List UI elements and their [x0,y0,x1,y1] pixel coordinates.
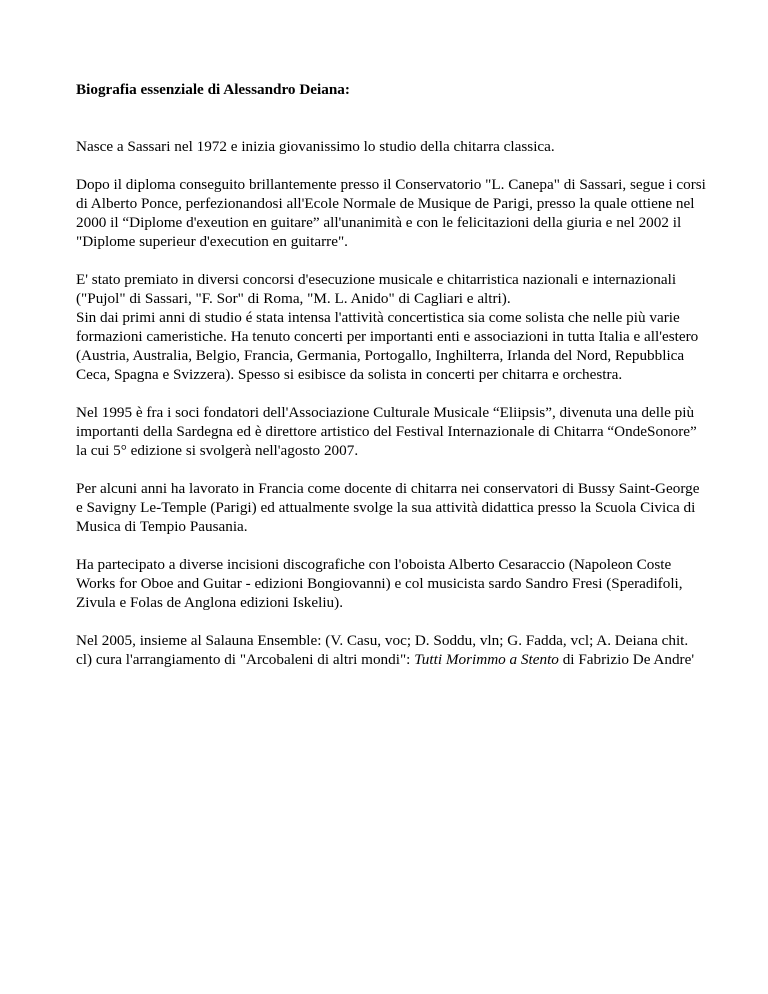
paragraph-ensemble [76,631,706,669]
paragraph-education: Dopo il diploma conseguito brillantemente presso il Conservatorio "L. Canepa" di Sassari, segue i corsi di Alberto Ponce, perfezionandosi all'Ecole Normale de Musique de Parigi, presso la quale ottiene nel 2000 il “Diplome d'exeution en guitare” all'unanimità e con le felicitazioni della giuria e nel 2002 il "Diplome superieur d'execution en guitarre". [76,176,706,250]
paragraph-association: Nel 1995 è fra i soci fondatori dell'Associazione Culturale Musicale “Eliipsis”, divenuta una delle più importanti della Sardegna ed è direttore artistico del Festival Internazionale di Chitarra “OndeSonore” la cui 5° edizione si svolgerà nell'agosto 2007. [76,404,697,459]
ensemble-text-end: di Fabrizio De Andre' [558,651,695,668]
song-title: Tutti Morimmo a Stento [414,651,559,668]
paragraph-teaching: Per alcuni anni ha lavorato in Francia come docente di chitarra nei conservatori di Bussy Saint-George e Savigny Le-Temple (Parigi) ed attualmente svolge la sua attività didattica presso la Scuola Civica di Musica di Tempio Pausania. [76,480,700,535]
paragraph-birth: Nasce a Sassari nel 1972 e inizia giovanissimo lo studio della chitarra classica. [76,138,555,155]
document-body [76,80,706,669]
document-title: Biografia essenziale di Alessandro Deiana: [76,81,350,98]
paragraph-concerts: Sin dai primi anni di studio é stata intensa l'attività concertistica sia come solista che nelle più varie formazioni cameristiche. Ha tenuto concerti per importanti enti e associazioni in tutta Italia e all'estero (Austria, Australia, Belgio, Francia, Germania, Portogallo, Inghilterra, Irlanda del Nord, Repubblica Ceca, Spagna e Svizzera). Spesso si esibisce da solista in concerti per chitarra e orchestra. [76,309,699,383]
paragraph-awards: E' stato premiato in diversi concorsi d'esecuzione musicale e chitarristica nazionali e internazionali ("Pujol" di Sassari, "F. Sor" di Roma, "M. L. Anido" di Cagliari e altri). [76,271,677,307]
ensemble-text-start: Nel 2005, insieme al Salauna Ensemble: (V. Casu, voc; D. Soddu, vln; G. Fadda, vcl; A. Deiana chit. cl) cura l'arrangiamento di "Arcobaleni di altri mondi": [76,632,689,668]
paragraph-recordings: Ha partecipato a diverse incisioni discografiche con l'oboista Alberto Cesaraccio (Napoleon Coste Works for Oboe and Guitar - edizioni Bongiovanni) e col musicista sardo Sandro Fresi (Speradifoli, Zivula e Folas de Anglona edizioni Iskeliu). [76,556,683,611]
